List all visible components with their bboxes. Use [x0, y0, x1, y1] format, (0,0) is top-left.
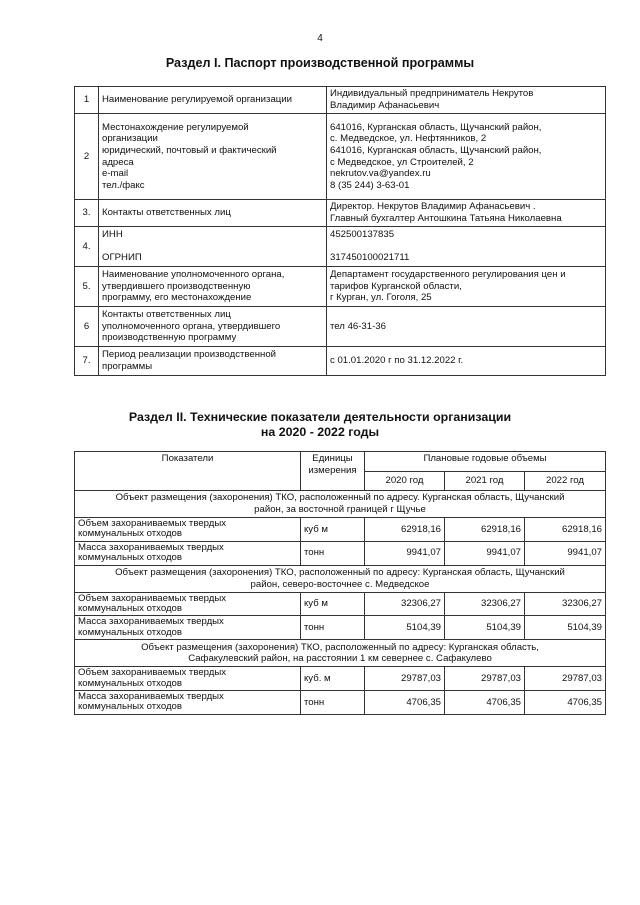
indicator-cell: Масса захораниваемых твердых коммунальных отходов	[75, 691, 301, 715]
row-value: Индивидуальный предприниматель Некрутов Владимир Афанасьевич	[327, 87, 606, 114]
passport-row	[75, 347, 606, 376]
passport-table	[74, 86, 606, 376]
object-row: Объект размещения (захоронения) ТКО, расположенный по адресу: Курганская область, Сафакулевский район, на расстоянии 1 км севернее с. Сафакулево	[75, 640, 606, 667]
object-row: Объект размещения (захоронения) ТКО, расположенный по адресу. Курганская область, Щучанский район, за восточной границей г Щучье	[75, 491, 606, 518]
row-number: 1	[75, 87, 99, 114]
unit-cell: тонн	[301, 691, 365, 715]
header-planned: Плановые годовые объемы	[365, 452, 606, 472]
value-2020: 5104,39	[365, 616, 445, 640]
value-2021: 62918,16	[445, 518, 525, 542]
row-label: ИНН ОГРНИП	[99, 227, 327, 267]
value-2022: 5104,39	[525, 616, 606, 640]
row-value: Директор. Некрутов Владимир Афанасьевич . Главный бухгалтер Антошкина Татьяна Николаевна	[327, 200, 606, 227]
unit-cell: тонн	[301, 616, 365, 640]
indicators-table	[74, 451, 606, 715]
table-row	[75, 592, 606, 616]
section2-title	[0, 410, 640, 440]
row-label: Период реализации производственной программы	[99, 347, 327, 376]
passport-row	[75, 307, 606, 347]
value-2022: 32306,27	[525, 592, 606, 616]
row-value: тел 46-31-36	[327, 307, 606, 347]
value-2020: 9941,07	[365, 541, 445, 565]
section1-title: Раздел I. Паспорт производственной программы	[165, 56, 475, 70]
row-label: Наименование регулируемой организации	[99, 87, 327, 114]
indicator-cell: Объем захораниваемых твердых коммунальных отходов	[75, 667, 301, 691]
passport-row	[75, 267, 606, 307]
value-2021: 32306,27	[445, 592, 525, 616]
header-year-2020: 2020 год	[365, 472, 445, 491]
value-2022: 9941,07	[525, 541, 606, 565]
page-number: 4	[317, 33, 323, 44]
unit-cell: куб. м	[301, 667, 365, 691]
value-2022: 62918,16	[525, 518, 606, 542]
passport-row	[75, 114, 606, 200]
row-label: Местонахождение регулируемой организации юридический, почтовый и фактический адреса e-mail тел./факс	[99, 114, 327, 200]
header-unit: Единицы измерения	[301, 452, 365, 491]
row-value: 452500137835 317450100021711	[327, 227, 606, 267]
object-row: Объект размещения (захоронения) ТКО, расположенный по адресу: Курганская область, Щучанский район, северо-восточнее с. Медведское	[75, 565, 606, 592]
row-label: Наименование уполномоченного органа, утвердившего производственную программу, его местонахождение	[99, 267, 327, 307]
value-2021: 5104,39	[445, 616, 525, 640]
indicator-cell: Объем захораниваемых твердых коммунальных отходов	[75, 592, 301, 616]
value-2021: 29787,03	[445, 667, 525, 691]
unit-cell: куб м	[301, 518, 365, 542]
row-label: Контакты ответственных лиц	[99, 200, 327, 227]
value-2020: 4706,35	[365, 691, 445, 715]
table-row	[75, 691, 606, 715]
row-value: с 01.01.2020 г по 31.12.2022 г.	[327, 347, 606, 376]
table-row	[75, 667, 606, 691]
unit-cell: тонн	[301, 541, 365, 565]
passport-row	[75, 87, 606, 114]
indicator-cell: Масса захораниваемых твердых коммунальных отходов	[75, 616, 301, 640]
unit-cell: куб м	[301, 592, 365, 616]
row-number: 5.	[75, 267, 99, 307]
table-row	[75, 518, 606, 542]
section2-title-line1: Раздел II. Технические показатели деятельности организации	[128, 410, 512, 424]
row-number: 2	[75, 114, 99, 200]
value-2022: 29787,03	[525, 667, 606, 691]
row-number: 6	[75, 307, 99, 347]
row-number: 7.	[75, 347, 99, 376]
value-2021: 4706,35	[445, 691, 525, 715]
value-2021: 9941,07	[445, 541, 525, 565]
header-year-2021: 2021 год	[445, 472, 525, 491]
indicator-cell: Масса захораниваемых твердых коммунальных отходов	[75, 541, 301, 565]
header-indicator: Показатели	[75, 452, 301, 491]
value-2022: 4706,35	[525, 691, 606, 715]
row-number: 3.	[75, 200, 99, 227]
passport-row	[75, 200, 606, 227]
row-number: 4.	[75, 227, 99, 267]
row-value: 641016, Курганская область, Щучанский район, с. Медведское, ул. Нефтянников, 2 641016, Курганская область, Щучанский район, с Медведское, ул Строителей, 2 nekrutov.va@yandex.ru 8 (35 244) 3-63-01	[327, 114, 606, 200]
value-2020: 62918,16	[365, 518, 445, 542]
table-row	[75, 616, 606, 640]
passport-row	[75, 227, 606, 267]
header-year-2022: 2022 год	[525, 472, 606, 491]
row-value: Департамент государственного регулирования цен и тарифов Курганской области, г Курган, ул. Гоголя, 25	[327, 267, 606, 307]
indicator-cell: Объем захораниваемых твердых коммунальных отходов	[75, 518, 301, 542]
section2-title-line2: на 2020 - 2022 годы	[260, 425, 380, 439]
table-row	[75, 541, 606, 565]
row-label: Контакты ответственных лиц уполномоченного органа, утвердившего производственную программу	[99, 307, 327, 347]
value-2020: 29787,03	[365, 667, 445, 691]
value-2020: 32306,27	[365, 592, 445, 616]
